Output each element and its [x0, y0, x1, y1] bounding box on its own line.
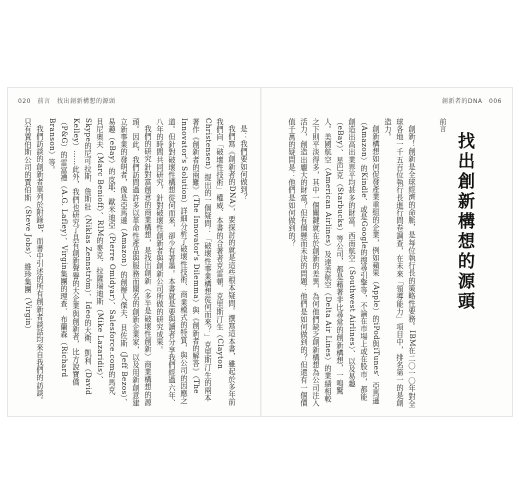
- right-page-body: [272, 118, 418, 408]
- left-paragraph: 是：我們要如何做到？: [240, 125, 249, 202]
- left-paragraph: 我們訪談的創新者單列於附錄B，而書中引述的所有創新者談話均來自我們的訪談。只有賈伯斯公司的賈伯斯（Steve Jobs）、維珍集團（Virgin）: [24, 118, 45, 405]
- chapter-title: 找出創新構想的源頭: [454, 132, 474, 312]
- right-paragraph: 創新！創新是全球經濟的命脈，是每位執行長的策略性要務。IBM在二〇一〇年對全球各地一千五百位執行長進行問卷調查，在未來「領導能力」項目中，排名第一的是創造力。: [384, 118, 417, 408]
- right-paragraph: 創新構想如何促發產業重組的企業，例如蘋果（Apple）的iPod與iTunes、亞馬遜（Amazon）的Kindle、或是Google的搜尋引擎等，不論在市場上或在股市，都能創造出高出業界平均甚多的財富。西南航空（Southwest Airlines）、以及易趣（eBay）、星巴克（Starbucks）等公司，都是藉著非比尋常的創新構想，一鳴驚人。美國航空（American Airlines）及達美航空（Delta Air Lines）的業績相較之下則平淡得多，其中一個關鍵就在於創新的差異，為何他們缺乏創新構想為公司注入活力，創造出龐大的財富？但有個懸而未決的問題：他們是如何做到的？但還有一個價值千萬的疑問是：他們是如何做到的？: [288, 118, 381, 407]
- left-paragraph: 我們寫《創新者的DNA》，要探討的就是這些根本疑問。撰寫這本書，雖起於多年前我們向「破壞性技術」權威、本書的合著者克雷頓．克里斯汀生（Clayton Christensen）提出的一個疑問：「破壞性事業構想從何而來？」克里斯汀生的兩本著作《創新者的兩難》（The Innovator's Dilemma）與《創新者的解答》（The Innovator's Solution）詳細分析了破壞性技術、商業模式的特質，與公司的因應之道。但針對破壞性構想從何而來，卻少有著墨。本書就是要與讀者分享我們經過六年、八年的時間共同研究，針對破壞性創新者與創新公司所做的研究成果。: [156, 118, 237, 407]
- left-paragraph: 我們的研究針對富創意的商業構想，是找出創新（多半是破壞性創新）商業構想的源頭。因此，我們訪問過許多以革命性產品與服務而聞名的創新企業家，以及用新創意建立新事業的發明者，像是亞馬遜（Amazon）的創辦人傑夫．貝佐斯（Jeff Bezos）、易趣（eBay）的皮耶．歐米迪亞（Pierre Omidyar）、Salesforce.com的馬克．貝尼奧夫（Marc Benioff）、RIM的麥克．拉薩瑞迪斯（Mike Lazaridis）、Skype的尼可拉斯．詹斯壯（Niklas Zennström）、Ideo的大衛．凱利（David Kelley）……此外，我們也研究了具有創新聲譽的大企業與創新者，比方說寶僑（P&G）的雷富禮（A.G. Lafley）、Virgin集團的理查．布蘭森（Richard Branson）等。: [48, 118, 153, 407]
- left-page-header: 020 前言 找出創新構想的源頭: [18, 98, 116, 105]
- right-page-header: 創新者的DNA 006: [441, 98, 502, 105]
- left-page-body: [24, 118, 250, 408]
- book-spread: [8, 88, 512, 416]
- chapter-label: 前言: [439, 118, 447, 132]
- page-gutter: [260, 88, 262, 416]
